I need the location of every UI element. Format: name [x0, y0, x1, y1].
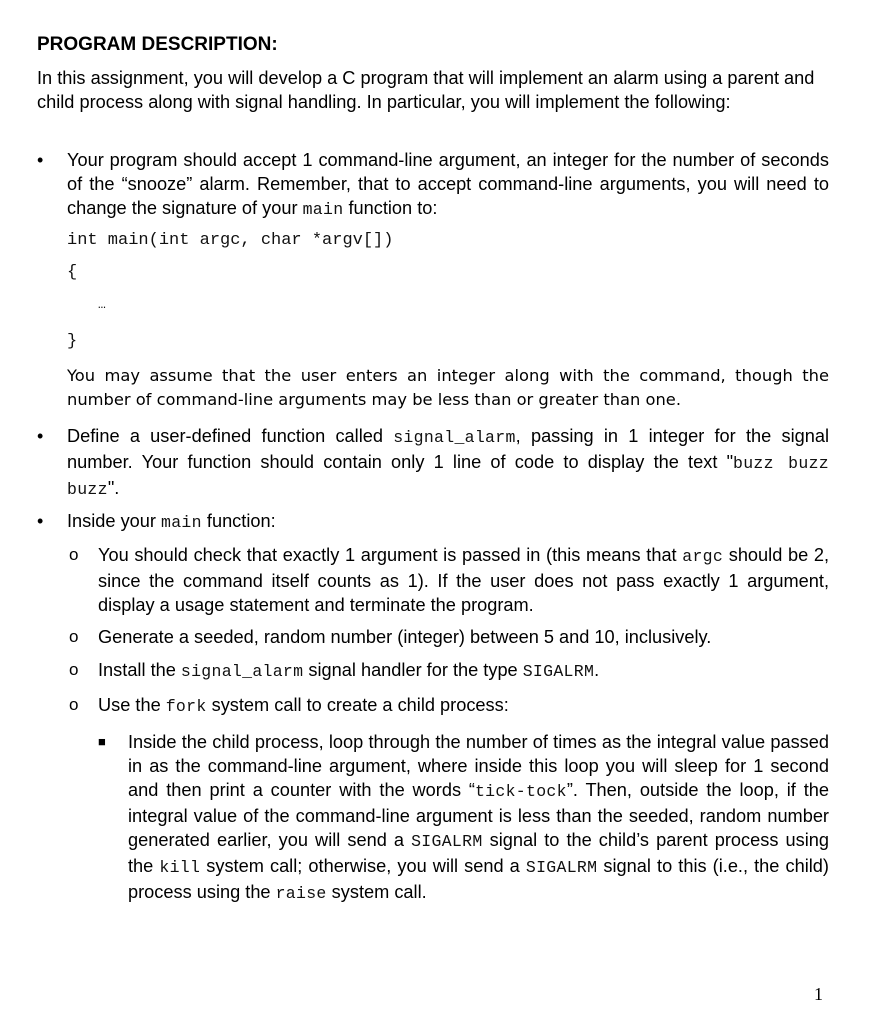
- code-buzz: buzz buzz buzz: [67, 454, 829, 499]
- sub-item-4-text: Use the fork system call to create a child process:: [98, 695, 509, 716]
- sub-sub-item-1-text: Inside the child process, loop through the number of times as the integral value passed in as the command-line argument, where inside this loop you will sleep for 1 second and then print a counter with the words “tick-tock”. Then, outside the loop, if the integral value of the command-line argument is less than the seeded, random number generated earlier, you will send a SIGALRM signal to the child’s parent process using the kill system call; otherwise, you will send a SIGALRM signal to this (i.e., the child) process using the raise system call.: [128, 732, 830, 903]
- circle-bullet-marker: o: [69, 545, 79, 564]
- code-fork: fork: [165, 697, 207, 716]
- code-kill: kill: [159, 858, 201, 877]
- section-heading: PROGRAM DESCRIPTION:: [37, 34, 278, 55]
- code-tick-tock: tick-tock: [474, 782, 567, 801]
- circle-bullet-marker: o: [69, 627, 79, 646]
- code-signal-alarm: signal_alarm: [180, 662, 304, 681]
- code-raise: raise: [275, 884, 327, 903]
- bullet-3-text: Inside your main function:: [67, 511, 276, 532]
- bullet-1-text: Your program should accept 1 command-line argument, an integer for the number of seconds of the “snooze” alarm. Remember, that to accept command-line arguments, you will need to change the signature of your main function to:: [67, 150, 829, 219]
- code-argc: argc: [682, 547, 724, 566]
- circle-bullet-marker: o: [69, 695, 79, 714]
- code-main: main: [302, 200, 344, 219]
- sub-item-2-text: Generate a seeded, random number (integer) between 5 and 10, inclusively.: [98, 627, 712, 647]
- code-ellipsis: …: [98, 297, 106, 312]
- bullet-marker: •: [37, 426, 44, 446]
- code-signature: int main(int argc, char *argv[]): [67, 231, 394, 250]
- assumption-note: You may assume that the user enters an integer along with the command, though the number of command-line arguments may be less than or greater than one.: [67, 366, 829, 409]
- circle-bullet-marker: o: [69, 660, 79, 679]
- bullet-marker: •: [37, 150, 44, 170]
- code-sigalrm: SIGALRM: [411, 832, 483, 851]
- code-signal-alarm: signal_alarm: [393, 428, 516, 447]
- code-main: main: [161, 513, 202, 532]
- page-number: 1: [814, 984, 823, 1004]
- code-open-brace: {: [67, 263, 78, 282]
- bullet-2-text: Define a user-defined function called signal_alarm, passing in 1 integer for the signal number. Your function should contain only 1 line of code to display the text "buzz buzz buzz".: [67, 426, 829, 499]
- square-bullet-marker: ■: [98, 734, 106, 749]
- bullet-marker: •: [37, 511, 44, 531]
- code-sigalrm: SIGALRM: [522, 662, 595, 681]
- code-sigalrm: SIGALRM: [525, 858, 598, 877]
- code-close-brace: }: [67, 332, 78, 351]
- sub-item-3-text: Install the signal_alarm signal handler for the type SIGALRM.: [98, 660, 600, 681]
- sub-item-1-text: You should check that exactly 1 argument is passed in (this means that argc should be 2, since the command itself counts as 1). If the user does not pass exactly 1 argument, display a usage statement and terminate the program.: [98, 545, 829, 615]
- intro-paragraph: In this assignment, you will develop a C program that will implement an alarm using a parent and child process along with signal handling. In particular, you will implement the following:: [37, 68, 815, 112]
